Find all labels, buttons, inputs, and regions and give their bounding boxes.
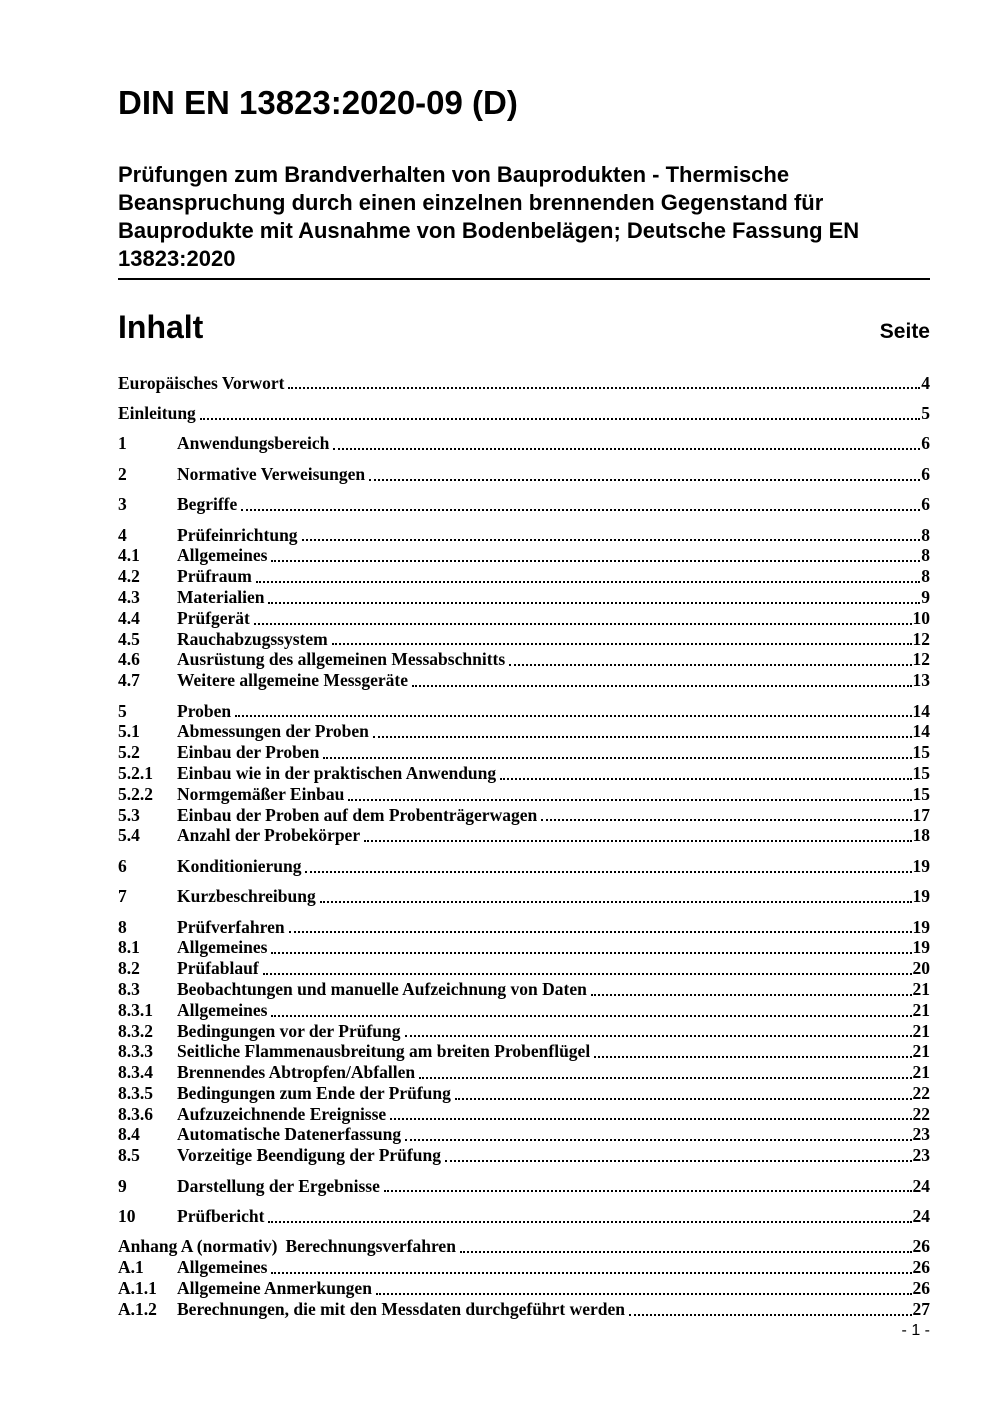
toc-entry	[118, 784, 930, 805]
toc-entry-number: 5.3	[118, 804, 140, 825]
toc-entry	[118, 587, 930, 608]
toc-leader-dots	[289, 931, 912, 933]
toc-entry	[118, 721, 930, 742]
toc-entry-number: 8.3.2	[118, 1020, 153, 1041]
toc-entry	[118, 1176, 930, 1197]
toc-entry-title: Darstellung der Ergebnisse	[177, 1175, 380, 1196]
toc-leader-dots	[364, 840, 911, 842]
toc-entry-number: 5	[118, 700, 127, 721]
toc-leader-dots	[271, 952, 911, 954]
toc-leader-dots	[384, 1190, 912, 1192]
toc-entry-number: 8.3.5	[118, 1082, 153, 1103]
toc-entry-page: 17	[912, 804, 930, 825]
toc-entry-page: 21	[912, 978, 930, 999]
toc-leader-dots	[412, 685, 912, 687]
toc-entry-title: Bedingungen vor der Prüfung	[177, 1020, 401, 1041]
toc-entry-title: Prüfgerät	[177, 607, 250, 628]
toc-leader-dots	[305, 871, 911, 873]
toc-entry-page: 15	[912, 783, 930, 804]
title-divider	[118, 278, 930, 280]
toc-entry-page: 26	[912, 1236, 930, 1257]
toc-entry-page: 8	[921, 545, 930, 566]
toc-entry-page: 21	[912, 1062, 930, 1083]
toc-entry-title: Anwendungsbereich	[177, 433, 330, 454]
toc-entry-page: 12	[912, 628, 930, 649]
toc-leader-dots	[405, 1035, 912, 1037]
toc-entry-title: Abmessungen der Proben	[177, 721, 369, 742]
toc-entry-number: 5.2.1	[118, 762, 153, 783]
toc-entry-title: Berechnungsverfahren	[285, 1236, 456, 1257]
toc-entry-page: 21	[912, 1020, 930, 1041]
document-title: DIN EN 13823:2020-09 (D)	[118, 84, 518, 121]
toc-leader-dots	[376, 1293, 912, 1295]
toc-entry-page: 19	[912, 855, 930, 876]
toc-entry-title: Vorzeitige Beendigung der Prüfung	[177, 1145, 441, 1166]
toc-entry-page: 23	[912, 1124, 930, 1145]
toc-entry-title: Brennendes Abtropfen/Abfallen	[177, 1062, 416, 1083]
toc-entry-page: 15	[912, 762, 930, 783]
toc-entry-number: 5.4	[118, 825, 140, 846]
toc-entry-title: Bedingungen zum Ende der Prüfung	[177, 1082, 451, 1103]
toc-entry	[118, 1041, 930, 1062]
toc-entry-number: 4.1	[118, 545, 140, 566]
toc-entry	[118, 1083, 930, 1104]
toc-leader-dots	[320, 901, 912, 903]
toc-entry	[118, 1299, 930, 1320]
toc-entry-page: 27	[912, 1298, 930, 1319]
toc-entry-page: 24	[912, 1175, 930, 1196]
toc-entry-number: 8.3.4	[118, 1062, 153, 1083]
toc-entry	[118, 649, 930, 670]
toc-entry-number: 8.3	[118, 978, 140, 999]
toc-entry-title: Allgemeine Anmerkungen	[177, 1278, 372, 1299]
toc-entry	[118, 1062, 930, 1083]
toc-leader-dots	[333, 448, 920, 450]
toc-entry	[118, 525, 930, 546]
toc-entry-title: Prüfraum	[177, 566, 252, 587]
toc-entry	[118, 1145, 930, 1166]
toc-entry-number: 8.4	[118, 1124, 140, 1145]
toc-leader-dots	[323, 757, 911, 759]
toc-leader-dots	[455, 1098, 912, 1100]
toc-entry	[118, 701, 930, 722]
toc-entry-number: 4.6	[118, 649, 140, 670]
toc-entry-page: 22	[912, 1103, 930, 1124]
toc-entry-number: 4.3	[118, 586, 140, 607]
document-subtitle: Prüfungen zum Brandverhalten von Bauprodukten - Thermische Beanspruchung durch einen einzelnen brennenden Gegenstand für Bauprodukte mit Ausnahme von Bodenbelägen; Deutsche Fassung EN 13823:2020	[118, 161, 860, 271]
toc-leader-dots	[268, 1221, 911, 1223]
toc-entry-title: Kurzbeschreibung	[177, 886, 316, 907]
toc-entry-page: 4	[921, 372, 930, 393]
toc-entry-page: 26	[912, 1278, 930, 1299]
toc-entry-title: Allgemeines	[177, 999, 268, 1020]
toc-entry-title: Allgemeines	[177, 545, 268, 566]
toc-entry-number: 4	[118, 524, 127, 545]
toc-entry	[118, 1257, 930, 1278]
toc-leader-dots	[591, 994, 912, 996]
toc-entry-page: 15	[912, 742, 930, 763]
toc-entry-number: 6	[118, 855, 127, 876]
toc-entry-number: 8.5	[118, 1145, 140, 1166]
toc-entry	[118, 958, 930, 979]
toc-entry-number: A.1.2	[118, 1298, 157, 1319]
toc-entry-page: 18	[912, 825, 930, 846]
toc-entry-title: Einbau der Proben auf dem Probenträgerwagen	[177, 804, 538, 825]
toc-entry-title: Weitere allgemeine Messgeräte	[177, 670, 408, 691]
toc-entry-number: 8.3.1	[118, 999, 153, 1020]
toc-entry-title: Automatische Datenerfassung	[177, 1124, 402, 1145]
toc-entry-page: 8	[921, 524, 930, 545]
page-number: - 1 -	[901, 1322, 930, 1339]
toc-entry-page: 9	[921, 586, 930, 607]
toc-leader-dots	[348, 799, 911, 801]
toc-leader-dots	[629, 1314, 911, 1316]
toc-leader-dots	[419, 1077, 911, 1079]
toc-entry-title: Einbau der Proben	[177, 742, 320, 763]
toc-entry	[118, 608, 930, 629]
toc-entry-title: Beobachtungen und manuelle Aufzeichnung von Daten	[177, 978, 587, 999]
toc-entry	[118, 566, 930, 587]
toc-entry	[118, 979, 930, 1000]
toc-entry-title: Prüfeinrichtung	[177, 524, 298, 545]
toc-entry	[118, 1124, 930, 1145]
toc-entry-page: 21	[912, 999, 930, 1020]
toc-entry-title: Seitliche Flammenausbreitung am breiten Probenflügel	[177, 1041, 591, 1062]
toc-entry-number: 1	[118, 433, 127, 454]
toc-entry-number: 10	[118, 1206, 136, 1227]
toc-entry	[118, 1278, 930, 1299]
toc-entry-number: 8.3.3	[118, 1041, 153, 1062]
toc-entry-title: Normative Verweisungen	[177, 463, 366, 484]
toc-entry-page: 8	[921, 566, 930, 587]
toc-leader-dots	[594, 1056, 911, 1058]
toc-entry	[118, 742, 930, 763]
toc-page-column-label: Seite	[879, 319, 930, 343]
toc-entry-page: 21	[912, 1041, 930, 1062]
toc-entry	[118, 1104, 930, 1125]
toc-entry-page: 6	[921, 433, 930, 454]
toc-leader-dots	[268, 602, 920, 604]
toc-entry-number: 5.1	[118, 721, 140, 742]
toc-entry-number: 8	[118, 916, 127, 937]
toc-leader-dots	[373, 736, 912, 738]
toc-leader-dots	[235, 715, 911, 717]
toc-entry-number: 2	[118, 463, 127, 484]
toc-leader-dots	[263, 973, 912, 975]
toc-entry-title: Europäisches Vorwort	[118, 372, 285, 393]
toc-entry-title: Begriffe	[177, 494, 238, 515]
toc-entry	[118, 856, 930, 877]
toc-leader-dots	[256, 581, 920, 583]
toc-entry-number: A.1.1	[118, 1278, 157, 1299]
toc-entry	[118, 1236, 930, 1257]
toc-entry-number: 3	[118, 494, 127, 515]
toc-entry	[118, 433, 930, 454]
toc-entry	[118, 763, 930, 784]
toc-entry-title: Berechnungen, die mit den Messdaten durchgeführt werden	[177, 1298, 626, 1319]
toc-entry-number: 7	[118, 886, 127, 907]
toc-entry	[118, 917, 930, 938]
toc-entry	[118, 1021, 930, 1042]
toc-heading: Inhalt	[118, 308, 204, 345]
toc-entry-page: 6	[921, 494, 930, 515]
toc-leader-dots	[271, 1015, 911, 1017]
toc-leader-dots	[509, 664, 911, 666]
toc-entry-page: 10	[912, 607, 930, 628]
toc-leader-dots	[271, 560, 920, 562]
toc-entry-title: Einleitung	[118, 403, 196, 424]
toc-leader-dots	[271, 1272, 911, 1274]
toc-entry-page: 12	[912, 649, 930, 670]
toc-entry-page: 24	[912, 1206, 930, 1227]
toc-entry-page: 13	[912, 670, 930, 691]
toc-entry-page: 6	[921, 463, 930, 484]
toc-entry-number: 5.2	[118, 742, 140, 763]
toc-leader-dots	[288, 387, 920, 389]
toc-entry-title: Prüfbericht	[177, 1206, 265, 1227]
toc-leader-dots	[200, 418, 920, 420]
toc-entry	[118, 670, 930, 691]
toc-entry-page: 14	[912, 700, 930, 721]
toc-entry-number: 4.4	[118, 607, 140, 628]
toc-entry-page: 23	[912, 1145, 930, 1166]
toc-entry-title: Normgemäßer Einbau	[177, 783, 345, 804]
toc-entry	[118, 1206, 930, 1227]
toc-entry-number: 8.2	[118, 958, 140, 979]
toc-entry-title: Aufzuzeichnende Ereignisse	[177, 1103, 387, 1124]
toc-header	[118, 308, 930, 345]
toc-entry-number: 9	[118, 1175, 127, 1196]
toc-entry-title: Anzahl der Probekörper	[177, 825, 361, 846]
toc-entry	[118, 494, 930, 515]
toc-entry	[118, 886, 930, 907]
toc-entry-title: Prüfverfahren	[177, 916, 285, 937]
toc-entry	[118, 825, 930, 846]
toc-entry-page: 20	[912, 958, 930, 979]
toc-entry-number: A.1	[118, 1257, 144, 1278]
toc-entry-title: Allgemeines	[177, 937, 268, 958]
toc-entry	[118, 805, 930, 826]
toc-leader-dots	[390, 1118, 911, 1120]
toc-entry-page: 14	[912, 721, 930, 742]
toc-entry-number: Anhang A (normativ)	[118, 1236, 278, 1257]
toc-entry-title: Allgemeines	[177, 1257, 268, 1278]
toc-entry	[118, 464, 930, 485]
toc-entry-page: 5	[921, 403, 930, 424]
toc-entry	[118, 937, 930, 958]
toc-entry-page: 22	[912, 1082, 930, 1103]
toc-entry	[118, 373, 930, 394]
toc-entry-title: Proben	[177, 700, 232, 721]
toc-entry	[118, 629, 930, 650]
toc-entry-number: 8.3.6	[118, 1103, 153, 1124]
toc-leader-dots	[332, 643, 912, 645]
toc-entry	[118, 1000, 930, 1021]
toc-entry-page: 19	[912, 916, 930, 937]
table-of-contents	[118, 373, 930, 1320]
toc-entry-title: Materialien	[177, 586, 265, 607]
toc-entry-page: 19	[912, 937, 930, 958]
toc-leader-dots	[369, 479, 920, 481]
toc-leader-dots	[254, 623, 912, 625]
toc-leader-dots	[460, 1251, 912, 1253]
toc-entry-number: 8.1	[118, 937, 140, 958]
toc-entry-title: Ausrüstung des allgemeinen Messabschnitts	[177, 649, 506, 670]
toc-leader-dots	[445, 1160, 912, 1162]
toc-entry-number: 5.2.2	[118, 783, 153, 804]
toc-leader-dots	[302, 539, 921, 541]
toc-leader-dots	[405, 1139, 911, 1141]
toc-entry-number: 4.7	[118, 670, 140, 691]
toc-entry-number: 4.5	[118, 628, 140, 649]
toc-entry-title: Einbau wie in der praktischen Anwendung	[177, 762, 497, 783]
toc-entry	[118, 545, 930, 566]
toc-entry-title: Rauchabzugssystem	[177, 628, 328, 649]
toc-entry-number: 4.2	[118, 566, 140, 587]
toc-leader-dots	[500, 778, 911, 780]
toc-entry-page: 26	[912, 1257, 930, 1278]
toc-entry-title: Konditionierung	[177, 855, 302, 876]
toc-leader-dots	[241, 509, 920, 511]
toc-leader-dots	[541, 819, 911, 821]
toc-entry-title: Prüfablauf	[177, 958, 259, 979]
toc-entry	[118, 403, 930, 424]
toc-entry-page: 19	[912, 886, 930, 907]
